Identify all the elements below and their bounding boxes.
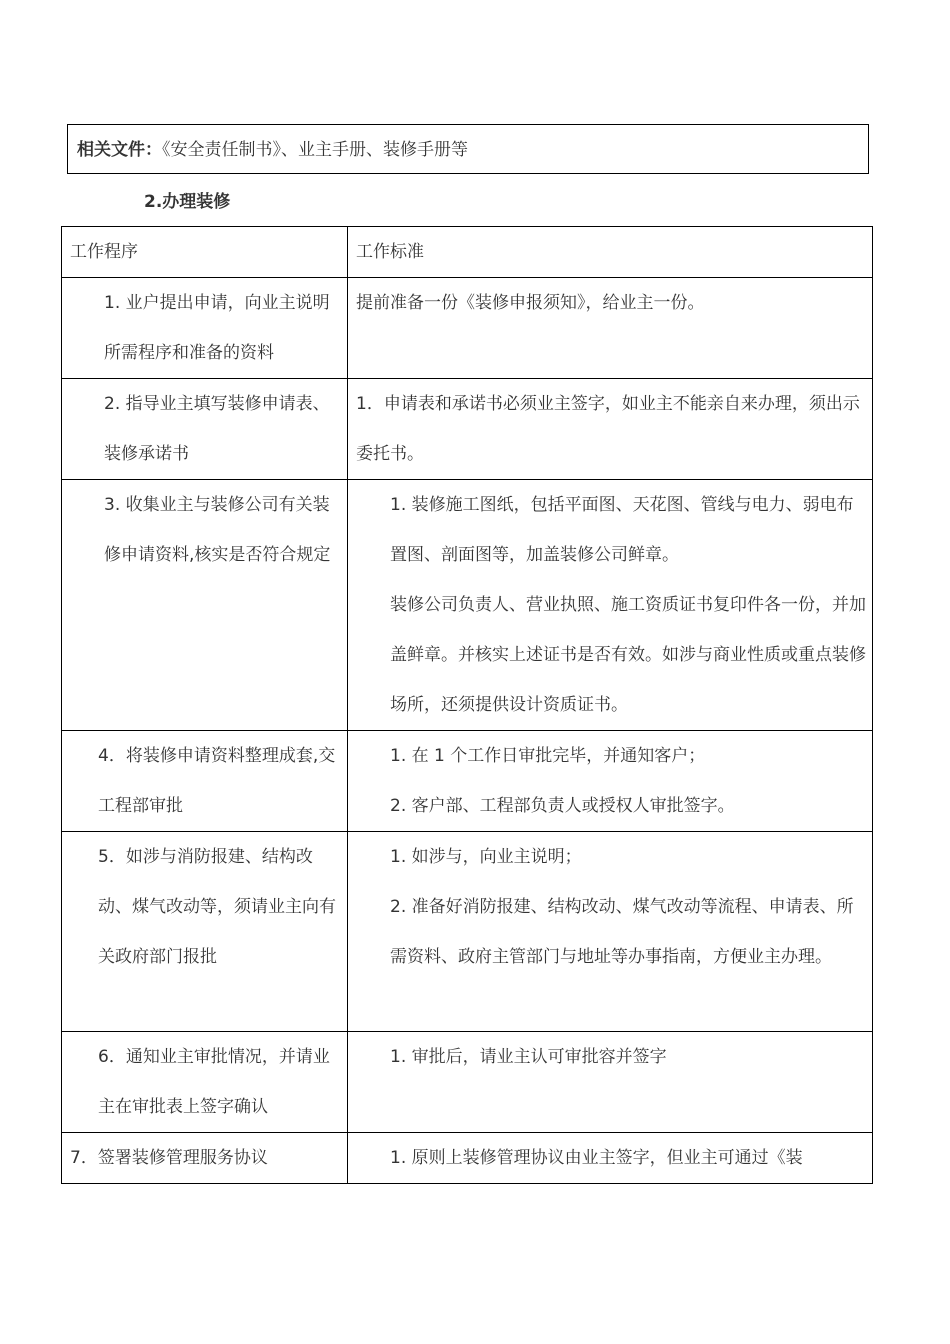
procedure-table [61, 226, 873, 1184]
standard-cell [348, 278, 873, 379]
standard-text: 1．申请表和承诺书必须业主签字，如业主不能亲自来办理，须出示委托书。 [356, 394, 860, 464]
procedure-cell [62, 480, 348, 731]
procedure-text: 6．通知业主审批情况，并请业主在审批表上签字确认 [98, 1047, 330, 1117]
standard-cell [348, 731, 873, 832]
table-row [62, 832, 873, 1032]
header-standard-cell [348, 227, 873, 278]
procedure-text: 4．将装修申请资料整理成套,交工程部审批 [98, 746, 336, 816]
header-standard: 工作标准 [356, 242, 424, 262]
standard-cell [348, 1133, 873, 1184]
standard-cell [348, 379, 873, 480]
table-row [62, 278, 873, 379]
standard-text: 装修公司负责人、营业执照、施工资质证书复印件各一份，并加盖鲜章。并核实上述证书是否有效。如涉与商业性质或重点装修场所，还须提供设计资质证书。 [390, 595, 866, 715]
table-row [62, 480, 873, 731]
standard-text: 1. 审批后，请业主认可审批容并签字 [390, 1047, 667, 1067]
related-documents-label: 相关文件： [77, 140, 162, 160]
procedure-cell [62, 1133, 348, 1184]
standard-text: 2. 准备好消防报建、结构改动、煤气改动等流程、申请表、所需资料、政府主管部门与地址等办事指南，方便业主办理。 [390, 897, 854, 967]
standard-cell [348, 832, 873, 1032]
standard-text: 1. 在 1 个工作日审批完毕，并通知客户； [390, 746, 706, 766]
procedure-cell [62, 832, 348, 1032]
procedure-cell [62, 731, 348, 832]
standard-cell [348, 1032, 873, 1133]
table-row [62, 731, 873, 832]
table-header-row [62, 227, 873, 278]
related-documents-box [67, 124, 869, 174]
header-procedure: 工作程序 [70, 242, 138, 262]
standard-text: 1. 原则上装修管理协议由业主签字，但业主可通过《装 [390, 1148, 803, 1168]
procedure-text: 7．签署装修管理服务协议 [70, 1148, 268, 1168]
header-procedure-cell [62, 227, 348, 278]
standard-text: 1. 如涉与，向业主说明； [390, 847, 582, 867]
table-row [62, 1032, 873, 1133]
procedure-cell [62, 278, 348, 379]
procedure-text: 2. 指导业主填写装修申请表、装修承诺书 [104, 394, 330, 464]
procedure-cell [62, 379, 348, 480]
procedure-text: 1. 业户提出申请，向业主说明所需程序和准备的资料 [104, 293, 330, 363]
standard-text: 提前准备一份《装修申报须知》，给业主一份。 [356, 293, 705, 313]
procedure-text: 5．如涉与消防报建、结构改动、煤气改动等，须请业主向有关政府部门报批 [98, 847, 336, 967]
procedure-text: 3. 收集业主与装修公司有关装修申请资料,核实是否符合规定 [104, 495, 331, 565]
table-row [62, 379, 873, 480]
standard-text: 2. 客户部、工程部负责人或授权人审批签字。 [390, 796, 735, 816]
procedure-cell [62, 1032, 348, 1133]
standard-cell [348, 480, 873, 731]
standard-text: 1. 装修施工图纸，包括平面图、天花图、管线与电力、弱电布置图、剖面图等，加盖装修公司鲜章。 [390, 495, 854, 565]
section-title: 2.办理装修 [144, 192, 231, 212]
related-documents-text: 《安全责任制书》、业主手册、装修手册等 [162, 140, 468, 160]
table-row [62, 1133, 873, 1184]
